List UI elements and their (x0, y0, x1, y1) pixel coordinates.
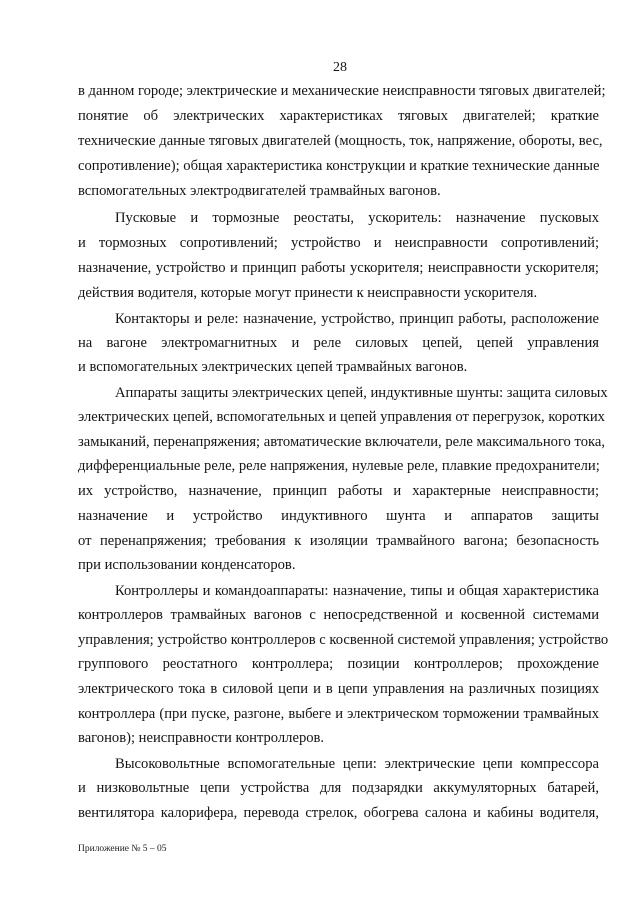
page-number: 28 (333, 60, 347, 75)
text-line: и вспомогательных электрических цепей трамвайных вагонов. (78, 359, 468, 375)
text-line: вагонов); неисправности контроллеров. (78, 730, 325, 746)
text-line: и низковольтные цепи устройства для подзарядки аккумуляторных батарей, (78, 780, 599, 796)
text-line: дифференциальные реле, реле напряжения, нулевые реле, плавкие предохранители; (78, 458, 600, 474)
text-line: при использовании конденсаторов. (78, 557, 296, 573)
text-line: на вагоне электромагнитных и реле силовых цепей, цепей управления (78, 335, 599, 351)
text-line: электрического тока в силовой цепи и в цепи управления на различных позициях (78, 681, 599, 697)
text-line: в данном городе; электрические и механические неисправности тяговых двигателей; (78, 83, 606, 99)
text-line: вспомогательных электродвигателей трамвайных вагонов. (78, 183, 441, 199)
text-line: сопротивление); общая характеристика конструкции и краткие технические данные (78, 158, 600, 174)
text-line: понятие об электрических характеристиках тяговых двигателей; краткие (78, 108, 599, 124)
text-line: их устройство, назначение, принцип работы и характерные неисправности; (78, 483, 599, 499)
text-line: назначение и устройство индуктивного шунта и аппаратов защиты (78, 508, 599, 524)
paragraph-start-line: Аппараты защиты электрических цепей, индуктивные шунты: защита силовых (115, 385, 608, 401)
footer-appendix-note: Приложение № 5 – 05 (78, 844, 167, 854)
text-line: от перенапряжения; требования к изоляции трамвайного вагона; безопасность (78, 533, 599, 549)
text-line: назначение, устройство и принцип работы ускорителя; неисправности ускорителя; (78, 260, 599, 276)
paragraph-start-line: Контроллеры и командоаппараты: назначение, типы и общая характеристика (115, 583, 599, 599)
paragraph-start-line: Пусковые и тормозные реостаты, ускоритель: назначение пусковых (115, 210, 599, 226)
text-line: вентилятора калорифера, перевода стрелок, обогрева салона и кабины водителя, (78, 805, 599, 821)
text-line: контроллера (при пуске, разгоне, выбеге и электрическом торможении трамвайных (78, 706, 599, 722)
paragraph-start-line: Высоковольтные вспомогательные цепи: электрические цепи компрессора (115, 756, 599, 772)
text-line: замыканий, перенапряжения; автоматические включатели, реле максимального тока, (78, 434, 605, 450)
paragraph-start-line: Контакторы и реле: назначение, устройство, принцип работы, расположение (115, 311, 599, 327)
text-line: и тормозных сопротивлений; устройство и неисправности сопротивлений; (78, 235, 599, 251)
text-line: действия водителя, которые могут принести к неисправности ускорителя. (78, 285, 538, 301)
text-line: группового реостатного контроллера; позиции контроллеров; прохождение (78, 656, 599, 672)
text-line: управления; устройство контроллеров с косвенной системой управления; устройство (78, 632, 609, 648)
text-line: электрических цепей, вспомогательных и цепей управления от перегрузок, коротких (78, 409, 605, 425)
text-line: технические данные тяговых двигателей (мощность, ток, напряжение, обороты, вес, (78, 133, 603, 149)
text-line: контроллеров трамвайных вагонов с непосредственной и косвенной системами (78, 607, 599, 623)
